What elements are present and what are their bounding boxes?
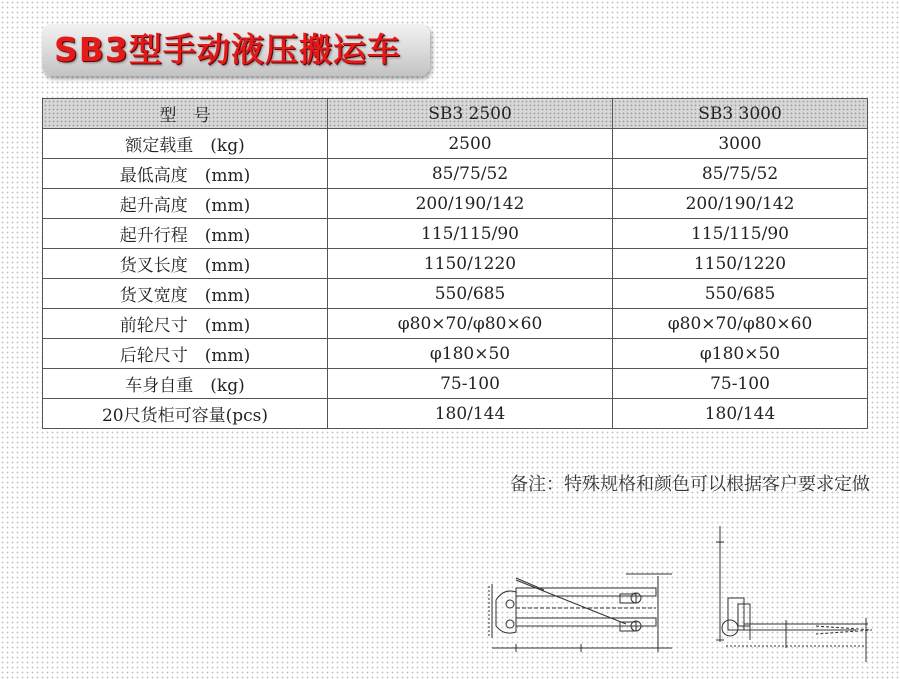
header-sb3-2500: SB3 2500 [328,99,613,129]
table-row [43,249,868,279]
row-value: 115/115/90 [613,219,868,249]
row-value: 85/75/52 [613,159,868,189]
row-value: 200/190/142 [613,189,868,219]
table-header-row [43,99,868,129]
row-value: φ180×50 [328,339,613,369]
table-row [43,159,868,189]
table-row [43,399,868,429]
row-label: 起升行程 (mm) [43,219,328,249]
row-value: 180/144 [328,399,613,429]
spec-table [42,98,868,429]
technical-drawing [486,522,886,672]
row-label: 起升高度 (mm) [43,189,328,219]
row-label: 额定载重 (kg) [43,129,328,159]
page-title: SB3型手动液压搬运车 [54,30,401,69]
row-label: 货叉长度 (mm) [43,249,328,279]
row-value: 75-100 [328,369,613,399]
table-row [43,279,868,309]
row-value: 3000 [613,129,868,159]
pallet-truck-side-view-drawing-icon [489,574,672,652]
row-value: 75-100 [613,369,868,399]
row-value: φ80×70/φ80×60 [613,309,868,339]
row-value: 1150/1220 [613,249,868,279]
pallet-truck-front-view-drawing-icon [716,526,872,662]
table-row [43,189,868,219]
row-value: 550/685 [328,279,613,309]
row-value: 1150/1220 [328,249,613,279]
table-row [43,219,868,249]
row-value: 550/685 [613,279,868,309]
row-label: 车身自重 (kg) [43,369,328,399]
row-value: 200/190/142 [328,189,613,219]
row-value: 85/75/52 [328,159,613,189]
row-value: 180/144 [613,399,868,429]
row-label: 最低高度 (mm) [43,159,328,189]
row-label: 货叉宽度 (mm) [43,279,328,309]
row-value: φ180×50 [613,339,868,369]
header-model: 型 号 [43,99,328,129]
row-label: 20尺货柜可容量(pcs) [43,399,328,429]
table-row [43,369,868,399]
row-value: 115/115/90 [328,219,613,249]
table-row [43,309,868,339]
table-row [43,129,868,159]
row-value: φ80×70/φ80×60 [328,309,613,339]
row-label: 前轮尺寸 (mm) [43,309,328,339]
row-value: 2500 [328,129,613,159]
table-row [43,339,868,369]
row-label: 后轮尺寸 (mm) [43,339,328,369]
remark-note: 备注：特殊规格和颜色可以根据客户要求定做 [510,474,870,495]
header-sb3-3000: SB3 3000 [613,99,868,129]
